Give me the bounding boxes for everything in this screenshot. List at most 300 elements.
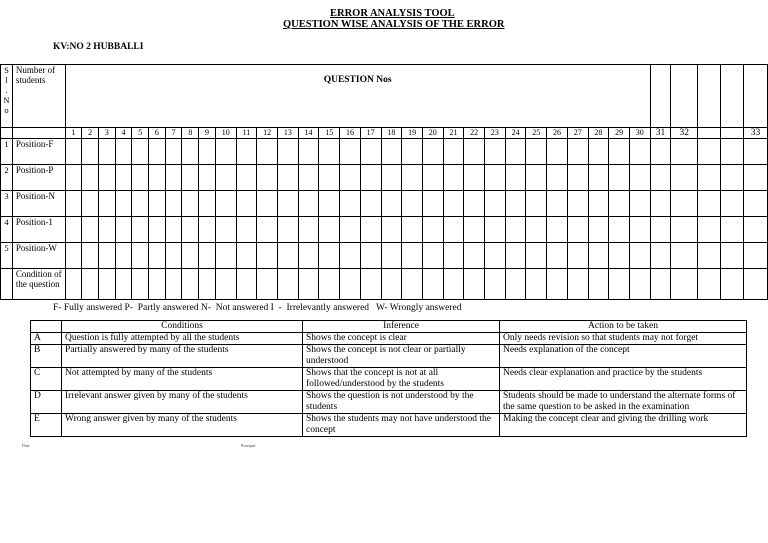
entry-cell (698, 217, 721, 243)
condition-cell (360, 269, 381, 300)
condition-cell (526, 269, 547, 300)
position-row (1, 165, 768, 191)
question-number: 30 (629, 128, 650, 139)
entry-cell (257, 217, 278, 243)
condition-cell (402, 269, 423, 300)
entry-cell (257, 139, 278, 165)
entry-cell (98, 165, 115, 191)
entry-cell (650, 165, 671, 191)
condition-cell (340, 269, 361, 300)
entry-cell (115, 191, 132, 217)
entry-cell (319, 139, 340, 165)
key-code-cell: D (31, 391, 62, 414)
blank-cell (1, 128, 13, 139)
condition-cell (215, 269, 236, 300)
entry-cell (132, 139, 149, 165)
entry-cell (165, 165, 182, 191)
condition-label: Condition of the question (12, 269, 65, 300)
question-number: 6 (149, 128, 166, 139)
question-number: 33 (743, 128, 767, 139)
entry-cell (115, 139, 132, 165)
condition-cell (199, 269, 216, 300)
entry-cell (82, 191, 99, 217)
entry-cell (278, 139, 299, 165)
entry-cell (609, 165, 630, 191)
entry-cell (115, 217, 132, 243)
question-number: 3 (98, 128, 115, 139)
entry-cell (588, 243, 609, 269)
question-number: 10 (215, 128, 236, 139)
entry-cell (485, 191, 506, 217)
page-title: ERROR ANALYSIS TOOL (330, 8, 455, 19)
entry-cell (609, 139, 630, 165)
entry-cell (236, 243, 257, 269)
entry-cell (588, 217, 609, 243)
entry-cell (298, 191, 319, 217)
entry-cell (464, 243, 485, 269)
entry-cell (199, 243, 216, 269)
entry-cell (182, 191, 199, 217)
question-number: 5 (132, 128, 149, 139)
question-number: 4 (115, 128, 132, 139)
key-row (31, 368, 747, 391)
entry-cell (526, 139, 547, 165)
entry-cell (650, 139, 671, 165)
entry-cell (422, 217, 443, 243)
condition-cell (505, 269, 526, 300)
entry-cell (547, 165, 568, 191)
question-analysis-grid (0, 64, 768, 300)
entry-cell (485, 165, 506, 191)
key-inference-cell: Shows the question is not understood by the students (303, 391, 500, 414)
sl-no-header-char: N (3, 95, 10, 105)
key-action-cell: Needs explanation of the concept (500, 345, 747, 368)
entry-cell (588, 139, 609, 165)
question-number: 8 (182, 128, 199, 139)
key-action-cell: Making the concept clear and giving the drilling work (500, 414, 747, 437)
entry-cell (236, 165, 257, 191)
condition-cell (257, 269, 278, 300)
entry-cell (199, 165, 216, 191)
entry-cell (319, 165, 340, 191)
entry-cell (298, 217, 319, 243)
entry-cell (360, 165, 381, 191)
question-number: 16 (340, 128, 361, 139)
entry-cell (199, 191, 216, 217)
condition-cell (115, 269, 132, 300)
entry-cell (257, 243, 278, 269)
question-number: 13 (278, 128, 299, 139)
entry-cell (149, 243, 166, 269)
key-condition-cell: Irrelevant answer given by many of the students (62, 391, 303, 414)
entry-cell (82, 165, 99, 191)
entry-cell (526, 243, 547, 269)
entry-cell (671, 165, 698, 191)
entry-cell (743, 139, 767, 165)
condition-cell (650, 269, 671, 300)
entry-cell (443, 243, 464, 269)
row-label: Position-N (12, 191, 65, 217)
entry-cell (182, 165, 199, 191)
key-header-row (31, 321, 747, 333)
condition-cell (698, 269, 721, 300)
entry-cell (567, 243, 588, 269)
row-sl-no: 1 (1, 139, 13, 165)
question-number: 19 (402, 128, 423, 139)
entry-cell (505, 217, 526, 243)
key-condition-cell: Wrong answer given by many of the students (62, 414, 303, 437)
condition-cell (182, 269, 199, 300)
entry-cell (381, 191, 402, 217)
entry-cell (360, 191, 381, 217)
row-label: Position-P (12, 165, 65, 191)
question-nos-label: QUESTION Nos (323, 75, 392, 85)
condition-cell (98, 269, 115, 300)
condition-cell (278, 269, 299, 300)
sl-no-header-char: S (4, 65, 9, 75)
blank-cell (12, 128, 65, 139)
key-inference-cell: Shows the concept is not clear or partially understood (303, 345, 500, 368)
entry-cell (526, 165, 547, 191)
blank-cell (1, 269, 13, 300)
entry-cell (650, 191, 671, 217)
entry-cell (422, 191, 443, 217)
condition-cell (443, 269, 464, 300)
key-condition-cell: Question is fully attempted by all the students (62, 333, 303, 345)
entry-cell (298, 165, 319, 191)
question-number: 25 (526, 128, 547, 139)
principal-label: Principal (241, 443, 256, 448)
entry-cell (609, 243, 630, 269)
key-inference-cell: Shows that the concept is not at all followed/understood by the students (303, 368, 500, 391)
condition-cell (149, 269, 166, 300)
entry-cell (65, 217, 82, 243)
question-number: 21 (443, 128, 464, 139)
entry-cell (82, 217, 99, 243)
entry-cell (65, 243, 82, 269)
entry-cell (98, 191, 115, 217)
entry-cell (215, 243, 236, 269)
condition-cell (82, 269, 99, 300)
entry-cell (298, 139, 319, 165)
entry-cell (650, 243, 671, 269)
entry-cell (402, 217, 423, 243)
entry-cell (132, 243, 149, 269)
sl-no-header-char: l (5, 75, 8, 85)
position-row (1, 243, 768, 269)
entry-cell (340, 139, 361, 165)
entry-cell (422, 243, 443, 269)
entry-cell (547, 243, 568, 269)
condition-row (1, 269, 768, 300)
question-number: 14 (298, 128, 319, 139)
header-blank-cell (671, 65, 698, 128)
page-subtitle: QUESTION WISE ANALYSIS OF THE ERROR (283, 19, 505, 30)
entry-cell (65, 165, 82, 191)
entry-cell (650, 217, 671, 243)
entry-cell (98, 243, 115, 269)
question-number: 27 (567, 128, 588, 139)
entry-cell (381, 139, 402, 165)
entry-cell (743, 217, 767, 243)
key-action-cell: Only needs revision so that students may not forget (500, 333, 747, 345)
condition-cell (236, 269, 257, 300)
entry-cell (547, 139, 568, 165)
entry-cell (115, 165, 132, 191)
key-code-cell: C (31, 368, 62, 391)
entry-cell (132, 217, 149, 243)
entry-cell (567, 191, 588, 217)
condition-cell (671, 269, 698, 300)
entry-cell (721, 165, 743, 191)
students-header: Number of students (12, 65, 65, 128)
row-sl-no: 5 (1, 243, 13, 269)
entry-cell (464, 139, 485, 165)
question-number-row (1, 128, 768, 139)
entry-cell (505, 243, 526, 269)
entry-cell (505, 165, 526, 191)
entry-cell (278, 217, 299, 243)
entry-cell (319, 217, 340, 243)
entry-cell (721, 139, 743, 165)
entry-cell (98, 217, 115, 243)
entry-cell (671, 139, 698, 165)
entry-cell (278, 191, 299, 217)
entry-cell (629, 217, 650, 243)
key-condition-cell: Not attempted by many of the students (62, 368, 303, 391)
condition-cell (65, 269, 82, 300)
entry-cell (381, 217, 402, 243)
question-number: 28 (588, 128, 609, 139)
entry-cell (485, 139, 506, 165)
entry-cell (743, 191, 767, 217)
entry-cell (721, 217, 743, 243)
condition-cell (567, 269, 588, 300)
entry-cell (360, 139, 381, 165)
entry-cell (671, 191, 698, 217)
entry-cell (547, 191, 568, 217)
entry-cell (629, 243, 650, 269)
entry-cell (671, 217, 698, 243)
question-number: 20 (422, 128, 443, 139)
date-label: Date (22, 443, 30, 448)
entry-cell (381, 243, 402, 269)
condition-cell (609, 269, 630, 300)
entry-cell (721, 191, 743, 217)
entry-cell (340, 243, 361, 269)
entry-cell (278, 243, 299, 269)
entry-cell (82, 139, 99, 165)
question-number: 29 (609, 128, 630, 139)
question-number (721, 128, 743, 139)
condition-cell (381, 269, 402, 300)
header-blank-cell (721, 65, 743, 128)
condition-cell (464, 269, 485, 300)
entry-cell (360, 217, 381, 243)
key-row (31, 333, 747, 345)
question-number: 22 (464, 128, 485, 139)
key-code-cell: B (31, 345, 62, 368)
entry-cell (149, 217, 166, 243)
row-label: Position-1 (12, 217, 65, 243)
entry-cell (609, 191, 630, 217)
key-header-action: Action to be taken (500, 321, 747, 333)
row-label: Position-W (12, 243, 65, 269)
key-header-conditions: Conditions (62, 321, 303, 333)
question-number: 9 (199, 128, 216, 139)
question-number: 31 (650, 128, 671, 139)
entry-cell (340, 217, 361, 243)
condition-cell (422, 269, 443, 300)
entry-cell (443, 139, 464, 165)
condition-cell (547, 269, 568, 300)
entry-cell (698, 243, 721, 269)
entry-cell (149, 139, 166, 165)
question-number: 1 (65, 128, 82, 139)
entry-cell (98, 139, 115, 165)
condition-cell (485, 269, 506, 300)
entry-cell (629, 191, 650, 217)
entry-cell (278, 165, 299, 191)
entry-cell (485, 243, 506, 269)
entry-cell (464, 191, 485, 217)
entry-cell (526, 217, 547, 243)
question-number: 12 (257, 128, 278, 139)
row-label: Position-F (12, 139, 65, 165)
answer-legend: F- Fully answered P- Partly answered N- Not answered I - Irrelevantly answered W- Wrongly answered (53, 303, 462, 313)
key-inference-cell: Shows the concept is clear (303, 333, 500, 345)
entry-cell (340, 165, 361, 191)
condition-cell (743, 269, 767, 300)
position-row (1, 139, 768, 165)
key-row (31, 391, 747, 414)
key-action-cell: Students should be made to understand the alternate forms of the same question to be asked in the examination (500, 391, 747, 414)
entry-cell (547, 217, 568, 243)
entry-cell (526, 191, 547, 217)
entry-cell (464, 165, 485, 191)
entry-cell (464, 217, 485, 243)
grid-header-row (1, 65, 768, 128)
key-row (31, 345, 747, 368)
condition-cell (319, 269, 340, 300)
entry-cell (698, 139, 721, 165)
condition-cell (588, 269, 609, 300)
entry-cell (65, 139, 82, 165)
error-key-table (30, 320, 747, 437)
header-blank-cell (650, 65, 671, 128)
sl-no-header (1, 65, 13, 128)
question-number: 15 (319, 128, 340, 139)
condition-cell (298, 269, 319, 300)
row-sl-no: 2 (1, 165, 13, 191)
entry-cell (381, 165, 402, 191)
entry-cell (698, 191, 721, 217)
condition-cell (165, 269, 182, 300)
entry-cell (671, 243, 698, 269)
entry-cell (132, 191, 149, 217)
entry-cell (215, 217, 236, 243)
row-sl-no: 4 (1, 217, 13, 243)
header-blank-cell (698, 65, 721, 128)
entry-cell (505, 191, 526, 217)
entry-cell (165, 243, 182, 269)
entry-cell (505, 139, 526, 165)
question-number: 2 (82, 128, 99, 139)
entry-cell (149, 165, 166, 191)
entry-cell (567, 165, 588, 191)
school-name: KV:NO 2 HUBBALLI (53, 42, 144, 52)
entry-cell (422, 165, 443, 191)
entry-cell (319, 243, 340, 269)
entry-cell (215, 191, 236, 217)
entry-cell (257, 165, 278, 191)
entry-cell (215, 139, 236, 165)
entry-cell (182, 139, 199, 165)
question-number: 18 (381, 128, 402, 139)
entry-cell (629, 165, 650, 191)
entry-cell (402, 165, 423, 191)
entry-cell (65, 191, 82, 217)
entry-cell (182, 217, 199, 243)
question-number: 23 (485, 128, 506, 139)
entry-cell (698, 165, 721, 191)
entry-cell (115, 243, 132, 269)
entry-cell (340, 191, 361, 217)
sl-no-header-char: . (5, 85, 8, 95)
entry-cell (165, 139, 182, 165)
entry-cell (182, 243, 199, 269)
key-header-inference: Inference (303, 321, 500, 333)
entry-cell (402, 243, 423, 269)
entry-cell (567, 139, 588, 165)
row-sl-no: 3 (1, 191, 13, 217)
entry-cell (257, 191, 278, 217)
entry-cell (298, 243, 319, 269)
entry-cell (82, 243, 99, 269)
key-row (31, 414, 747, 437)
entry-cell (236, 217, 257, 243)
entry-cell (629, 139, 650, 165)
entry-cell (443, 191, 464, 217)
question-number: 7 (165, 128, 182, 139)
entry-cell (743, 165, 767, 191)
question-nos-header (65, 65, 650, 128)
question-number: 32 (671, 128, 698, 139)
entry-cell (402, 191, 423, 217)
key-inference-cell: Shows the students may not have understood the concept (303, 414, 500, 437)
question-number: 26 (547, 128, 568, 139)
position-row (1, 191, 768, 217)
condition-cell (629, 269, 650, 300)
entry-cell (721, 243, 743, 269)
entry-cell (402, 139, 423, 165)
entry-cell (422, 139, 443, 165)
entry-cell (743, 243, 767, 269)
entry-cell (132, 165, 149, 191)
entry-cell (485, 217, 506, 243)
entry-cell (215, 165, 236, 191)
key-header-code (31, 321, 62, 333)
position-row (1, 217, 768, 243)
question-number: 24 (505, 128, 526, 139)
entry-cell (149, 191, 166, 217)
key-action-cell: Needs clear explanation and practice by the students (500, 368, 747, 391)
condition-cell (721, 269, 743, 300)
entry-cell (360, 243, 381, 269)
entry-cell (199, 217, 216, 243)
entry-cell (567, 217, 588, 243)
question-number (698, 128, 721, 139)
